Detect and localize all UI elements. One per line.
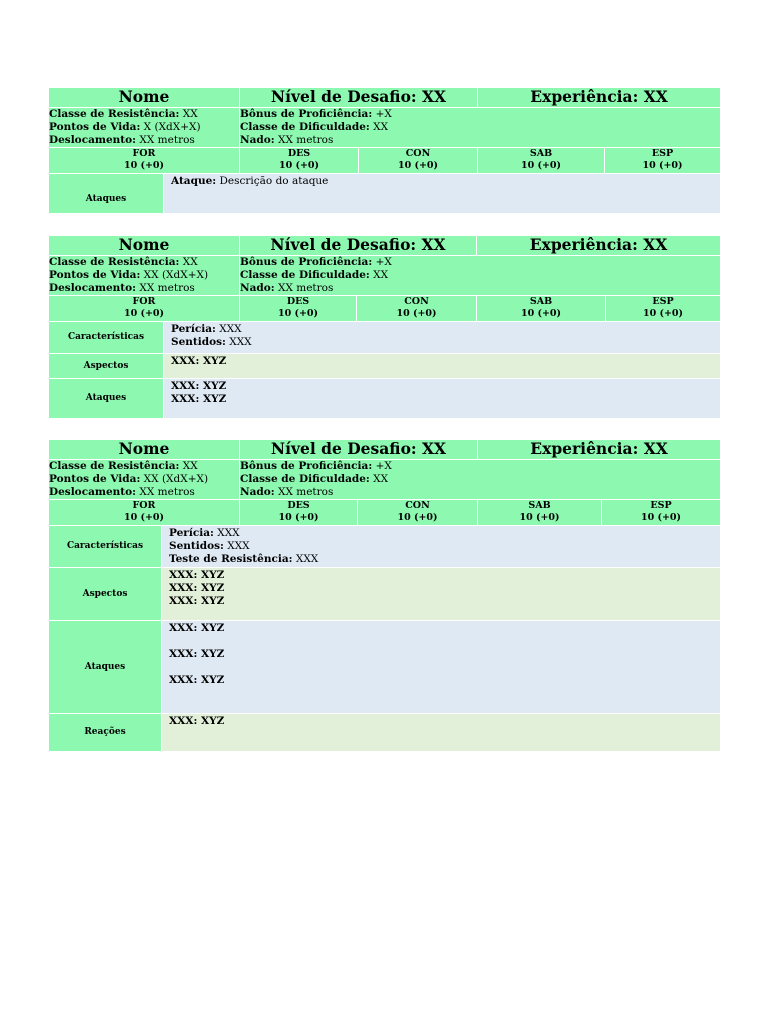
stat-for: FOR 10 (+0) [49,500,240,526]
reactions-content: XXX: XYZ [162,714,721,752]
stat-for: FOR 10 (+0) [49,148,240,174]
proficiency-info: Bônus de Proficiência: +X Classe de Dificuldade: XX Nado: XX metros [240,256,721,296]
stat-for: FOR 10 (+0) [49,296,240,322]
stat-esp: ESP 10 (+0) [605,148,721,174]
proficiency-info: Bônus de Proficiência: +X Classe de Dificuldade: XX Nado: XX metros [240,108,721,148]
challenge-level: Nível de Desafio: XX [240,236,477,256]
attacks-content: Ataque: Descrição do ataque [164,174,721,214]
defense-info: Classe de Resistência: XX Pontos de Vida: XX (XdX+X) Deslocamento: XX metros [49,256,240,296]
row-label-traits: Características [49,526,162,568]
stat-esp: ESP 10 (+0) [602,500,721,526]
creature-name: Nome [49,88,240,108]
stat-sab: SAB 10 (+0) [478,500,602,526]
creature-name: Nome [49,236,240,256]
stat-esp: ESP 10 (+0) [606,296,721,322]
stat-sab: SAB 10 (+0) [478,148,605,174]
row-label-reactions: Reações [49,714,162,752]
aspects-content: XXX: XYZ XXX: XYZ XXX: XYZ [162,568,721,621]
traits-content: Perícia: XXX Sentidos: XXX [164,322,721,354]
challenge-level: Nível de Desafio: XX [240,440,478,460]
row-label-aspects: Aspectos [49,568,162,621]
experience: Experiência: XX [478,88,721,108]
stat-block-2 [48,235,721,419]
row-label-attacks: Ataques [49,379,164,419]
defense-info: Classe de Resistência: XX Pontos de Vida: X (XdX+X) Deslocamento: XX metros [49,108,240,148]
stat-con: CON 10 (+0) [359,148,478,174]
experience: Experiência: XX [477,236,721,256]
aspects-content: XXX: XYZ [164,354,721,379]
stat-des: DES 10 (+0) [240,148,359,174]
challenge-level: Nível de Desafio: XX [240,88,478,108]
defense-info: Classe de Resistência: XX Pontos de Vida: XX (XdX+X) Deslocamento: XX metros [49,460,240,500]
stat-des: DES 10 (+0) [240,500,358,526]
stat-con: CON 10 (+0) [357,296,477,322]
stat-sab: SAB 10 (+0) [477,296,606,322]
row-label-traits: Características [49,322,164,354]
attacks-content: XXX: XYZ XXX: XYZ XXX: XYZ [162,621,721,714]
proficiency-info: Bônus de Proficiência: +X Classe de Dificuldade: XX Nado: XX metros [240,460,721,500]
creature-name: Nome [49,440,240,460]
row-label-aspects: Aspectos [49,354,164,379]
experience: Experiência: XX [478,440,721,460]
stat-block-1 [48,87,721,214]
attacks-content: XXX: XYZ XXX: XYZ [164,379,721,419]
row-label-attacks: Ataques [49,174,164,214]
stat-con: CON 10 (+0) [358,500,478,526]
stat-block-3 [48,439,721,752]
stat-des: DES 10 (+0) [240,296,357,322]
row-label-attacks: Ataques [49,621,162,714]
traits-content: Perícia: XXX Sentidos: XXX Teste de Resistência: XXX [162,526,721,568]
